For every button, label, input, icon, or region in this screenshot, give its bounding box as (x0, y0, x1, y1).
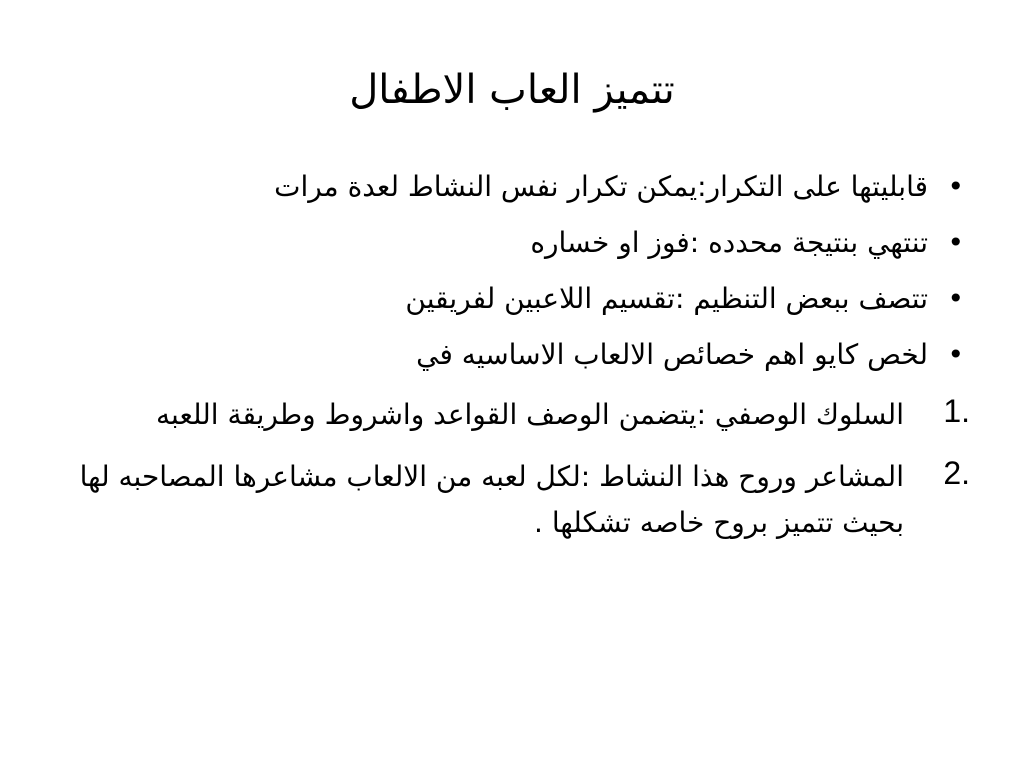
bullet-text: تتصف ببعض التنظيم :تقسيم اللاعبين لفريقين (405, 282, 928, 315)
numbered-text: السلوك الوصفي :يتضمن الوصف القواعد واشروط وطريقة اللعبه (156, 398, 904, 431)
item-number: 1. (943, 393, 970, 429)
bullet-text: لخص كايو اهم خصائص الالعاب الاساسيه في (416, 338, 928, 371)
item-number: 2. (943, 455, 970, 491)
bullet-text: تنتهي بنتيجة محدده :فوز او خساره (530, 226, 928, 259)
bullet-text: قابليتها على التكرار:يمكن تكرار نفس النشاط لعدة مرات (274, 170, 928, 203)
bullet-item (40, 336, 970, 374)
bullet-item (40, 168, 970, 206)
bullet-dot-icon: • (947, 282, 964, 315)
bullet-item (40, 280, 970, 318)
slide-body (40, 168, 970, 562)
bullet-item (40, 224, 970, 262)
numbered-item (40, 392, 970, 438)
bullet-dot-icon: • (947, 170, 964, 203)
bullet-dot-icon: • (947, 338, 964, 371)
numbered-text: المشاعر وروح هذا النشاط :لكل لعبه من الالعاب مشاعرها المصاحبه لها بحيث تتميز بروح خاصه تشكلها . (79, 460, 904, 539)
slide-title: تتميز العاب الاطفال (349, 67, 675, 113)
numbered-item (40, 454, 970, 546)
bullet-dot-icon: • (947, 226, 964, 259)
